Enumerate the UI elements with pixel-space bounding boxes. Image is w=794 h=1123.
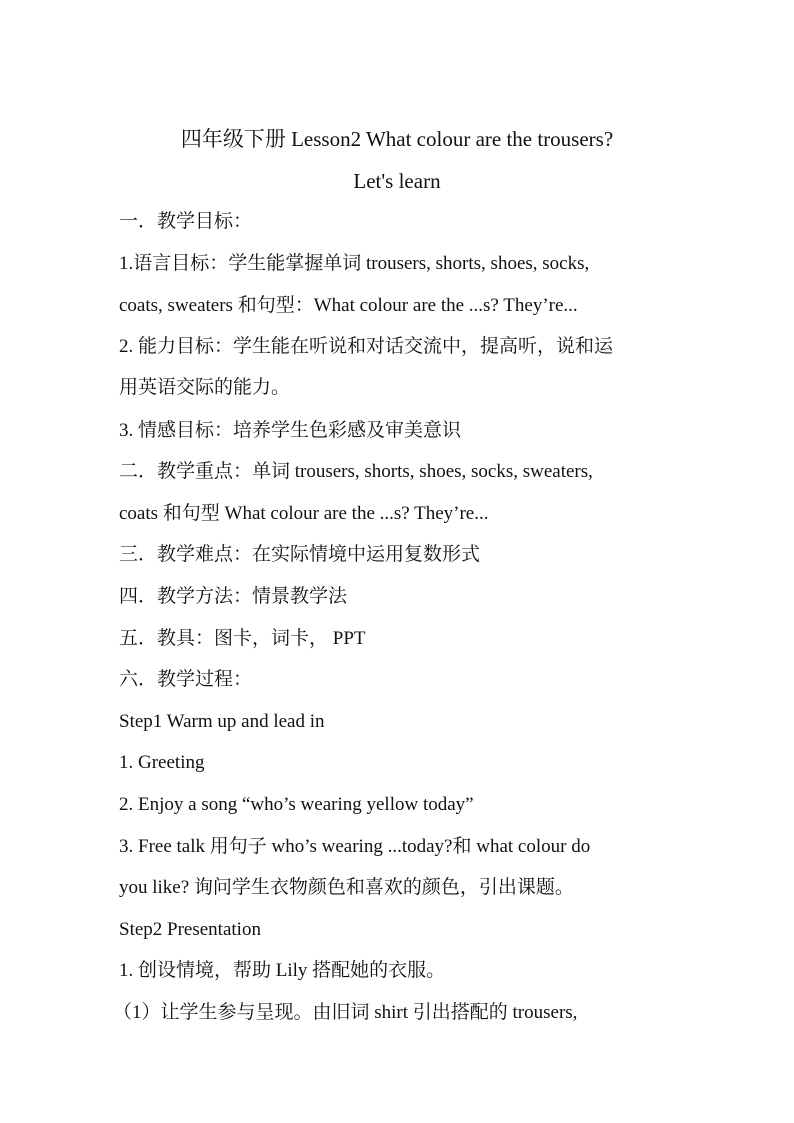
document-subtitle: Let's learn: [353, 169, 441, 193]
section-teaching-objectives: 一．教学目标：: [119, 211, 253, 232]
paragraph-line: 2. Enjoy a song “who’s wearing yellow today”: [119, 794, 474, 815]
paragraph-line: 1. 创设情境，帮助 Lily 搭配她的衣服。: [119, 960, 446, 981]
paragraph-line: you like? 询问学生衣物颜色和喜欢的颜色，引出课题。: [119, 877, 574, 898]
section-methods: 四．教学方法：情景教学法: [119, 586, 348, 607]
section-teaching-aids: 五．教具：图卡，词卡， PPT: [119, 628, 366, 649]
step-heading: Step2 Presentation: [119, 919, 261, 940]
paragraph-line: 3. 情感目标：培养学生色彩感及审美意识: [119, 420, 462, 441]
section-key-points: 二．教学重点：单词 trousers, shorts, shoes, socks, sweaters,: [119, 461, 593, 482]
section-teaching-process: 六．教学过程：: [119, 669, 253, 690]
paragraph-line: 1. Greeting: [119, 752, 205, 773]
section-difficulties: 三．教学难点：在实际情境中运用复数形式: [119, 544, 481, 565]
document-title: 四年级下册 Lesson2 What colour are the trousers?: [180, 127, 614, 151]
paragraph-line: （1）让学生参与呈现。由旧词 shirt 引出搭配的 trousers,: [113, 1002, 578, 1023]
paragraph-line: 2. 能力目标：学生能在听说和对话交流中，提高听，说和运: [119, 336, 614, 357]
paragraph-line: 1.语言目标：学生能掌握单词 trousers, shorts, shoes, socks,: [119, 253, 590, 274]
step-heading: Step1 Warm up and lead in: [119, 711, 325, 732]
paragraph-line: 用英语交际的能力。: [119, 377, 291, 398]
paragraph-line: coats, sweaters 和句型：What colour are the ...s? They’re...: [119, 295, 578, 316]
paragraph-line: coats 和句型 What colour are the ...s? They’re...: [119, 503, 489, 524]
paragraph-line: 3. Free talk 用句子 who’s wearing ...today?和 what colour do: [119, 836, 591, 857]
